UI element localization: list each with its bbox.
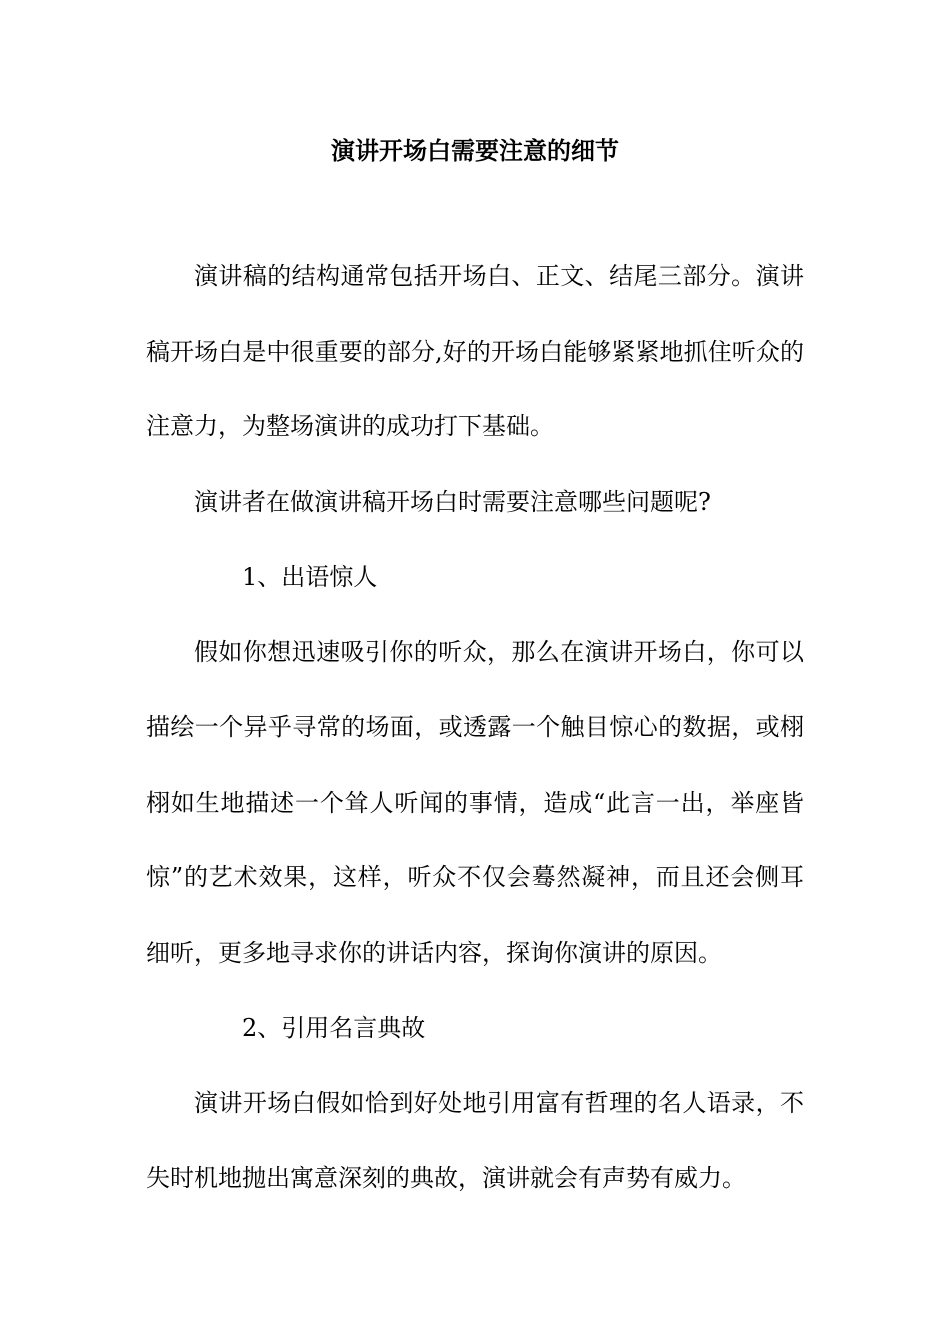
page-title: 演讲开场白需要注意的细节 xyxy=(331,136,619,165)
paragraph-2-line-1: 演讲者在做演讲稿开场白时需要注意哪些问题呢? xyxy=(194,488,711,516)
section-heading-2: 2、引用名言典故 xyxy=(242,1014,426,1042)
paragraph-4-line-1: 演讲开场白假如恰到好处地引用富有哲理的名人语录，不 xyxy=(194,1089,804,1117)
paragraph-1-line-1: 演讲稿的结构通常包括开场白、正文、结尾三部分。演讲 xyxy=(194,262,804,290)
paragraph-1-line-3: 注意力，为整场演讲的成功打下基础。 xyxy=(146,412,554,440)
paragraph-3-line-3: 栩如生地描述一个耸人听闻的事情，造成“此言一出，举座皆 xyxy=(146,789,804,817)
paragraph-1-line-2: 稿开场白是中很重要的部分,好的开场白能够紧紧地抓住听众的 xyxy=(146,338,804,366)
paragraph-4-line-2: 失时机地抛出寓意深刻的典故，演讲就会有声势有威力。 xyxy=(146,1164,746,1192)
paragraph-3-line-2: 描绘一个异乎寻常的场面，或透露一个触目惊心的数据，或栩 xyxy=(146,713,804,741)
section-heading-1: 1、出语惊人 xyxy=(242,563,378,591)
paragraph-3-line-5: 细听，更多地寻求你的讲话内容，探询你演讲的原因。 xyxy=(146,939,722,967)
paragraph-3-line-1: 假如你想迅速吸引你的听众，那么在演讲开场白，你可以 xyxy=(194,638,804,666)
paragraph-3-line-4: 惊”的艺术效果，这样，听众不仅会蓦然凝神，而且还会侧耳 xyxy=(146,863,804,891)
